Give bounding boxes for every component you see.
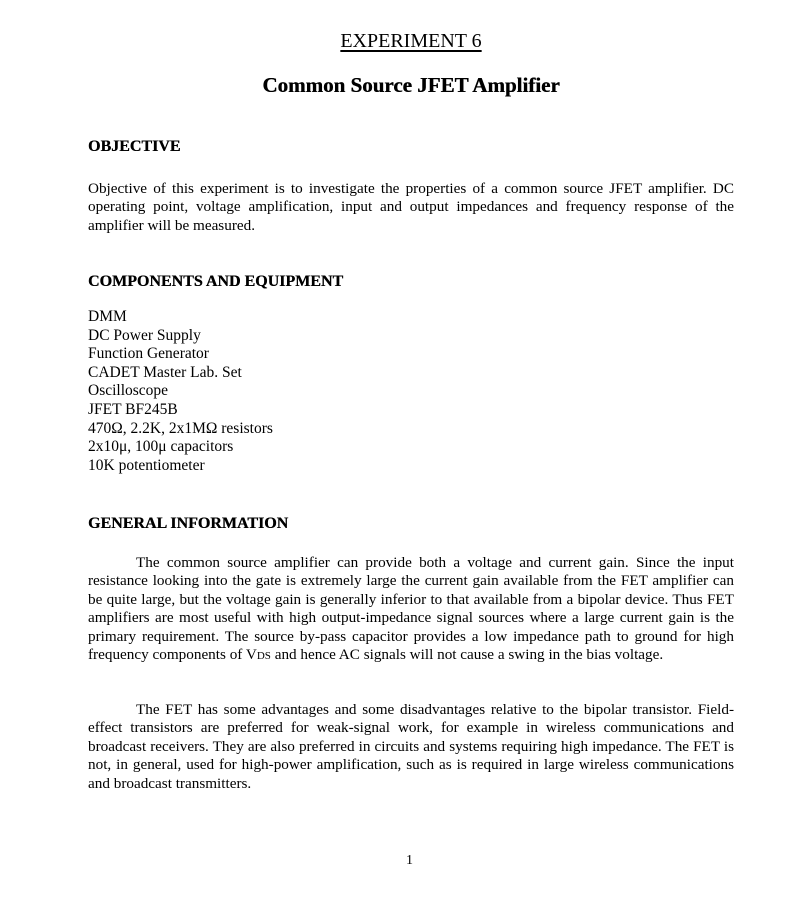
general-paragraph-2: The FET has some advantages and some disadvantages relative to the bipolar transistor. Field-effect transistors are preferred for weak-signal work, for example in wireless communications and broadcast receivers. They are also preferred in circuits and systems requiring high impedance. The FET is not, in general, used for high-power amplification, such as is required in large wireless communications and broadcast transmitters. [88, 701, 734, 792]
general-paragraph-1-end: and hence AC signals will not cause a swing in the bias voltage. [270, 646, 664, 664]
list-item: DC Power Supply [88, 326, 201, 344]
general-paragraph-1-text: The common source amplifier can provide both a voltage and current gain. Since the input resistance looking into the gate is extremely large the current gain available from the FET amplifier can be quite large, but the voltage gain is generally inferior to that available from a bipolar device. Thus FET amplifiers are most useful with high output-impedance signal sources where a large current gain is the primary requirement. The source by-pass capacitor provides a low impedance path to ground for high frequency components of V [88, 554, 734, 664]
components-list [88, 308, 273, 475]
document-title: Common Source JFET Amplifier [262, 73, 560, 97]
objective-heading: OBJECTIVE [88, 138, 181, 155]
page-number: 1 [406, 853, 413, 868]
general-paragraph-1 [88, 554, 734, 665]
general-information-heading: GENERAL INFORMATION [88, 515, 289, 532]
experiment-number: EXPERIMENT 6 [340, 30, 482, 52]
list-item: DMM [88, 308, 127, 325]
list-item: 470Ω, 2.2K, 2x1MΩ resistors [88, 419, 273, 437]
list-item: 2x10μ, 100μ capacitors [88, 438, 234, 456]
list-item: Oscilloscope [88, 382, 169, 400]
vds-subscript: DS [256, 650, 271, 663]
list-item: JFET BF245B [88, 400, 178, 418]
list-item: CADET Master Lab. Set [88, 363, 242, 381]
objective-text: Objective of this experiment is to investigate the properties of a common source JFET amplifier. DC operating point, voltage amplification, input and output impedances and frequency response of the amplifier will be measured. [88, 180, 734, 234]
list-item: 10K potentiometer [88, 456, 205, 474]
components-heading: COMPONENTS AND EQUIPMENT [88, 273, 344, 290]
list-item: Function Generator [88, 345, 209, 363]
